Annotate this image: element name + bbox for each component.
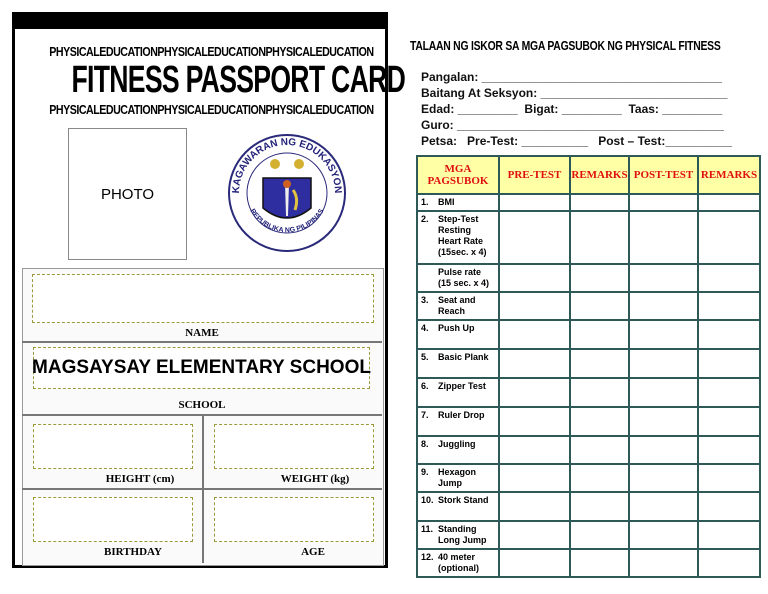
name-field[interactable] xyxy=(32,274,374,323)
table-row xyxy=(417,378,760,407)
row-number: 11. xyxy=(421,524,434,534)
posttest-cell[interactable] xyxy=(629,292,698,320)
row-number: 10. xyxy=(421,495,434,505)
posttest-cell[interactable] xyxy=(629,436,698,464)
row-number: 6. xyxy=(421,381,429,391)
name-label: NAME xyxy=(185,327,219,339)
table-row xyxy=(417,521,760,549)
header-bar xyxy=(15,15,385,29)
row-number: 3. xyxy=(421,295,429,305)
score-table xyxy=(416,155,761,578)
remarks-cell[interactable] xyxy=(698,464,760,492)
pretest-cell[interactable] xyxy=(499,292,570,320)
table-row xyxy=(417,549,760,577)
remarks-cell[interactable] xyxy=(698,320,760,349)
table-row xyxy=(417,211,760,264)
table-row xyxy=(417,292,760,320)
row-number: 5. xyxy=(421,352,429,362)
remarks-cell[interactable] xyxy=(698,264,760,292)
posttest-cell[interactable] xyxy=(629,378,698,407)
score-table-body xyxy=(417,194,760,577)
birthday-label: BIRTHDAY xyxy=(104,546,162,558)
field-name[interactable]: Pangalan: ____________________________________ xyxy=(421,70,722,84)
table-row xyxy=(417,464,760,492)
test-name xyxy=(417,378,499,407)
weight-label: WEIGHT (kg) xyxy=(280,473,350,485)
remarks-cell[interactable] xyxy=(698,436,760,464)
col-header-remarks: REMARKS xyxy=(570,156,629,194)
table-row xyxy=(417,436,760,464)
banner-top: PHYSICALEDUCATIONPHYSICALEDUCATIONPHYSICALEDUCATION xyxy=(49,44,374,59)
school-field[interactable]: MAGSAYSAY ELEMENTARY SCHOOL xyxy=(33,347,370,389)
test-label: Pulse rate (15 sec. x 4) xyxy=(438,267,490,288)
row-number: 4. xyxy=(421,323,429,333)
field-teacher[interactable]: Guro: ________________________________________ xyxy=(421,118,724,132)
remarks-cell[interactable] xyxy=(570,292,629,320)
row-number: 7. xyxy=(421,410,429,420)
posttest-cell[interactable] xyxy=(629,464,698,492)
posttest-cell[interactable] xyxy=(629,407,698,436)
table-row xyxy=(417,194,760,211)
posttest-cell[interactable] xyxy=(629,320,698,349)
test-label: Push Up xyxy=(438,323,475,333)
test-name xyxy=(417,292,499,320)
age-label: AGE xyxy=(301,546,325,558)
remarks-cell[interactable] xyxy=(698,292,760,320)
col-header-posttest: POST-TEST xyxy=(629,156,698,194)
pretest-cell[interactable] xyxy=(499,549,570,577)
row-number: 8. xyxy=(421,439,429,449)
test-label: Standing Long Jump xyxy=(438,524,487,545)
remarks-cell[interactable] xyxy=(570,521,629,549)
pretest-cell[interactable] xyxy=(499,378,570,407)
test-label: Seat and Reach xyxy=(438,295,476,316)
school-label: SCHOOL xyxy=(178,399,226,411)
remarks-cell[interactable] xyxy=(570,320,629,349)
remarks-cell[interactable] xyxy=(570,407,629,436)
posttest-cell[interactable] xyxy=(629,194,698,211)
pretest-cell[interactable] xyxy=(499,194,570,211)
table-row xyxy=(417,349,760,378)
test-label: Juggling xyxy=(438,439,476,449)
posttest-cell[interactable] xyxy=(629,549,698,577)
remarks-cell[interactable] xyxy=(698,211,760,264)
seal-top-text: KAGAWARAN NG EDUKASYON xyxy=(230,136,344,194)
field-dates[interactable]: Petsa: Pre-Test: __________ Post – Test:__________ xyxy=(421,134,733,148)
birthday-field[interactable] xyxy=(33,497,193,542)
remarks-cell[interactable] xyxy=(570,264,629,292)
table-row xyxy=(417,407,760,436)
posttest-cell[interactable] xyxy=(629,349,698,378)
test-label: 40 meter (optional) xyxy=(438,552,479,573)
pretest-cell[interactable] xyxy=(499,264,570,292)
photo-box: PHOTO xyxy=(68,128,187,260)
remarks-cell[interactable] xyxy=(570,549,629,577)
test-name xyxy=(417,549,499,577)
seal-bottom-text: REPUBLIKA NG PILIPINAS xyxy=(248,207,326,235)
col-header-tests: MGA PAGSUBOK xyxy=(417,156,499,194)
test-label: Ruler Drop xyxy=(438,410,485,420)
test-name xyxy=(417,264,499,292)
test-name xyxy=(417,464,499,492)
divider xyxy=(22,341,382,343)
test-name xyxy=(417,521,499,549)
test-label: Hexagon Jump xyxy=(438,467,477,488)
test-name xyxy=(417,407,499,436)
pretest-cell[interactable] xyxy=(499,464,570,492)
pretest-cell[interactable] xyxy=(499,407,570,436)
pretest-cell[interactable] xyxy=(499,436,570,464)
pretest-cell[interactable] xyxy=(499,211,570,264)
remarks-cell[interactable] xyxy=(570,492,629,521)
table-row xyxy=(417,320,760,349)
field-grade-section[interactable]: Baitang At Seksyon: ____________________________ xyxy=(421,86,728,100)
test-label: Basic Plank xyxy=(438,352,489,362)
pretest-cell[interactable] xyxy=(499,492,570,521)
age-field[interactable] xyxy=(214,497,374,542)
test-name xyxy=(417,211,499,264)
weight-field[interactable] xyxy=(214,424,374,469)
row-number: 12. xyxy=(421,552,434,562)
remarks-cell[interactable] xyxy=(698,378,760,407)
test-label: BMI xyxy=(438,197,455,207)
deped-seal-icon xyxy=(225,128,350,258)
height-label: HEIGHT (cm) xyxy=(105,473,175,485)
row-number: 9. xyxy=(421,467,429,477)
posttest-cell[interactable] xyxy=(629,264,698,292)
table-row xyxy=(417,492,760,521)
posttest-cell[interactable] xyxy=(629,211,698,264)
remarks-cell[interactable] xyxy=(698,349,760,378)
test-name xyxy=(417,436,499,464)
col-header-remarks: REMARKS xyxy=(698,156,760,194)
test-name xyxy=(417,194,499,211)
card-title: FITNESS PASSPORT CARD xyxy=(71,59,406,101)
table-row xyxy=(417,264,760,292)
test-label: Zipper Test xyxy=(438,381,486,391)
col-header-pretest: PRE-TEST xyxy=(499,156,570,194)
pretest-cell[interactable] xyxy=(499,521,570,549)
remarks-cell[interactable] xyxy=(570,349,629,378)
field-age-weight-height[interactable]: Edad: _________ Bigat: _________ Taas: _________ xyxy=(421,102,723,116)
height-field[interactable] xyxy=(33,424,193,469)
remarks-cell[interactable] xyxy=(570,464,629,492)
remarks-cell[interactable] xyxy=(570,436,629,464)
test-label: Stork Stand xyxy=(438,495,489,505)
test-label: Step-Test Resting Heart Rate (15sec. x 4) xyxy=(438,214,487,257)
pretest-cell[interactable] xyxy=(499,349,570,378)
banner-bottom: PHYSICALEDUCATIONPHYSICALEDUCATIONPHYSICALEDUCATION xyxy=(49,102,374,117)
divider xyxy=(22,488,382,490)
row-number: 1. xyxy=(421,197,429,207)
test-name xyxy=(417,320,499,349)
remarks-cell[interactable] xyxy=(570,211,629,264)
test-name xyxy=(417,492,499,521)
test-name xyxy=(417,349,499,378)
remarks-cell[interactable] xyxy=(698,194,760,211)
remarks-cell[interactable] xyxy=(698,407,760,436)
score-sheet-title: TALAAN NG ISKOR SA MGA PAGSUBOK NG PHYSICAL FITNESS xyxy=(410,38,721,53)
remarks-cell[interactable] xyxy=(698,521,760,549)
remarks-cell[interactable] xyxy=(570,194,629,211)
pretest-cell[interactable] xyxy=(499,320,570,349)
remarks-cell[interactable] xyxy=(698,549,760,577)
posttest-cell[interactable] xyxy=(629,492,698,521)
row-number: 2. xyxy=(421,214,429,224)
remarks-cell[interactable] xyxy=(570,378,629,407)
posttest-cell[interactable] xyxy=(629,521,698,549)
remarks-cell[interactable] xyxy=(698,492,760,521)
